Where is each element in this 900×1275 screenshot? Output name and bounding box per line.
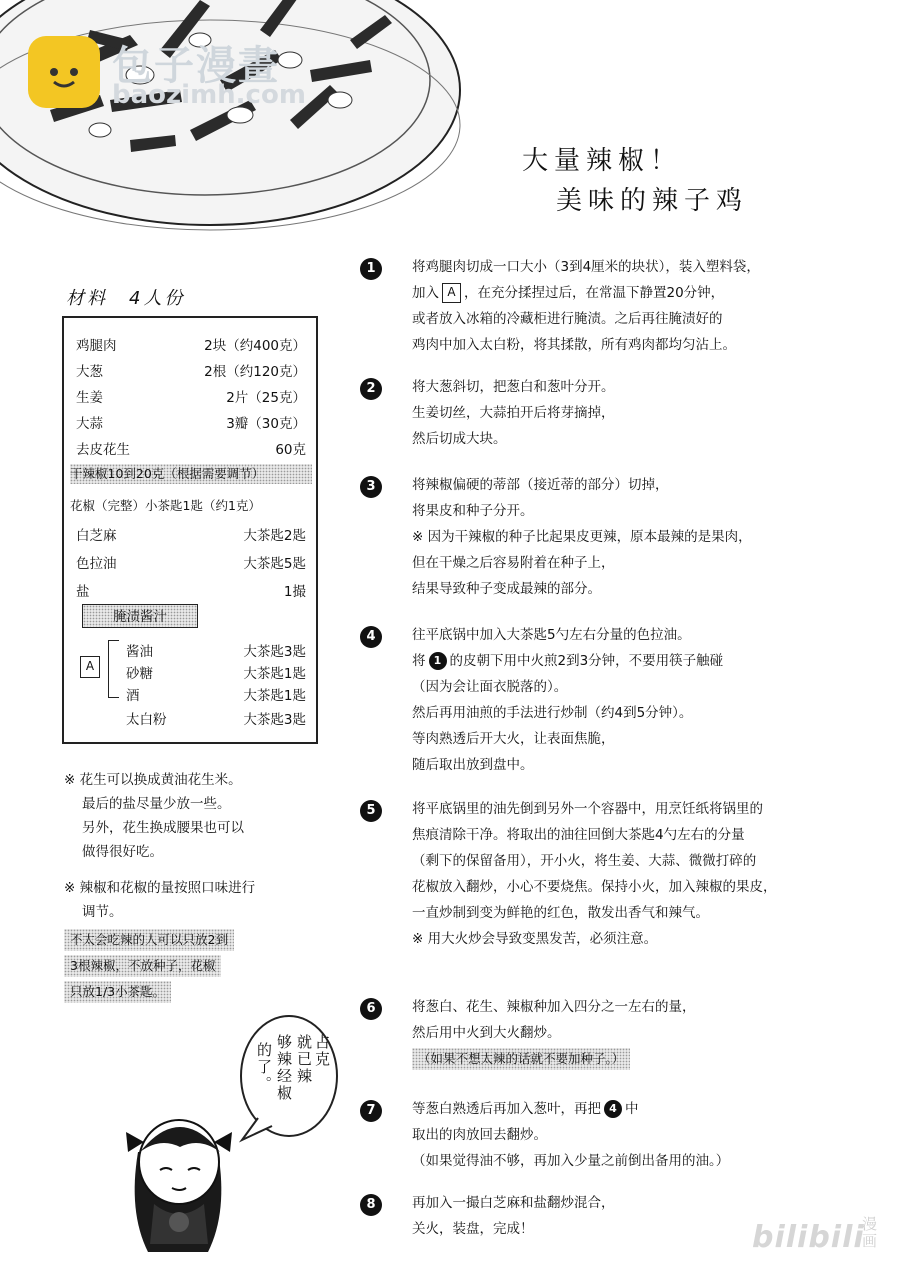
bilibili-watermark-sub: 漫画 [862, 1215, 878, 1250]
marinade-row: 酒 大茶匙1匙 [126, 688, 306, 704]
ingredient-row: 鸡腿肉 2块（约400克） [76, 338, 306, 354]
ingredient-row: 去皮花生 60克 [76, 442, 306, 458]
step-number: 4 [360, 626, 382, 648]
step-number: 1 [360, 258, 382, 280]
ingredient-row: 大蒜 3瓣（30克） [76, 416, 306, 432]
step-number: 5 [360, 800, 382, 822]
step-1-line-with-a: 加入 A ，在充分揉捏过后，在常温下静置20分钟， [412, 285, 725, 301]
ingredient-row: 大葱 2根（约120克） [76, 364, 306, 380]
step-number: 2 [360, 378, 382, 400]
step-number: 8 [360, 1194, 382, 1216]
ingredient-row: 生姜 2片（25克） [76, 390, 306, 406]
marinade-row: 太白粉 大茶匙3匙 [126, 712, 306, 728]
recipe-title-line1: 大量辣椒！ [522, 146, 683, 176]
marinade-bracket [108, 640, 119, 698]
ingredient-row: 色拉油 大茶匙5匙 [76, 556, 306, 572]
sichuan-pepper-row: 花椒（完整）小茶匙1匙（约1克） [70, 498, 261, 513]
recipe-title-line2: 美味的辣子鸡 [556, 186, 749, 216]
step-number: 6 [360, 998, 382, 1020]
note-spice-level: ※ 辣椒和花椒的量按照口味进行 调节。 不太会吃辣的人可以只放2到 3根辣椒，不放种子，花椒 只放1/3小茶匙。 [64, 876, 255, 1004]
dried-chili-row: 干辣椒10到20克（根据需要调节） [70, 464, 312, 484]
marinade-row: 酱油 大茶匙3匙 [126, 644, 306, 660]
marinade-row: 砂糖 大茶匙1匙 [126, 666, 306, 682]
step-number: 3 [360, 476, 382, 498]
step-7-line-with-ref: 等葱白熟透后再加入葱叶，再把 4 中 [412, 1101, 639, 1117]
chibi-character [118, 1092, 240, 1262]
group-a-label: A [80, 656, 100, 678]
ingredients-box [62, 316, 318, 744]
ingredients-heading: 材料 4人份 [66, 288, 186, 309]
step-4-line-with-ref: 将 1 的皮朝下用中火煎2到3分钟，不要用筷子触碰 [412, 653, 724, 669]
speech-bubble-text: 占克 就已辣 够辣经椒 的了。 [255, 1034, 331, 1102]
watermark-site-url: baozimh.com [112, 80, 306, 110]
marinade-label: 腌渍酱汁 [82, 604, 198, 628]
note-peanuts: ※ 花生可以换成黄油花生米。 最后的盐尽量少放一些。 另外，花生换成腰果也可以 做得很好吃。 [64, 772, 244, 860]
ingredient-row: 白芝麻 大茶匙2匙 [76, 528, 306, 544]
step-number: 7 [360, 1100, 382, 1122]
bilibili-watermark: bilibili [752, 1220, 865, 1255]
baozi-logo [28, 36, 100, 108]
watermark-site-name: 包子漫畫 [112, 43, 280, 89]
ingredient-row: 盐 1撮 [76, 584, 306, 600]
